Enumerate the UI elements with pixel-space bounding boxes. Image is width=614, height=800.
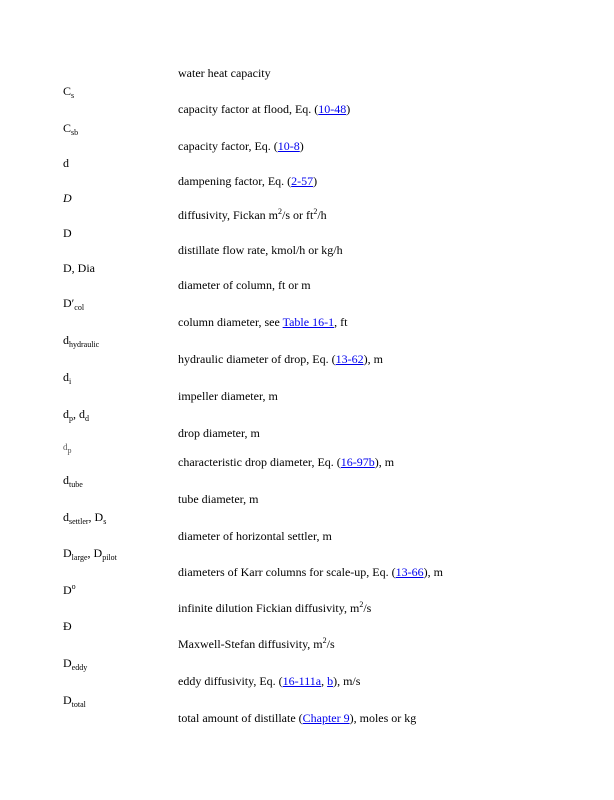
definition-diameter-of-column: diameter of column, ft or m — [178, 278, 311, 292]
definition-capacity-factor-flood: capacity factor at flood, Eq. (10-48) — [178, 102, 351, 116]
definition-water-heat-capacity: water heat capacity — [178, 66, 271, 80]
definition-distillate-flow-rate: distillate flow rate, kmol/h or kg/h — [178, 243, 343, 257]
definition-capacity-factor: capacity factor, Eq. (10-8) — [178, 139, 304, 153]
link-chapter-9[interactable]: Chapter 9 — [302, 711, 350, 725]
link-eq-13-66[interactable]: 13-66 — [395, 565, 424, 579]
symbol-dp-dd: $d_p$, $d_d$ — [63, 407, 89, 423]
symbol-d-distillate: D — [63, 226, 72, 240]
definition-drop-diameter: drop diameter, m — [178, 426, 260, 440]
symbol-d-infinite: $D^o$ — [63, 582, 76, 597]
symbol-d-prime-col: $D'_{col}$ — [63, 296, 85, 312]
symbol-d-i: $d_i$ — [63, 370, 72, 386]
definition-infinite-dilution: infinite dilution Fickian diffusivity, $m^2/s$ — [178, 600, 372, 615]
symbol-d-settler: $d_{settler}$, $D_s$ — [63, 510, 107, 526]
definition-maxwell-stefan: Maxwell-Stefan diffusivity, $m^2/s$ — [178, 636, 335, 651]
link-eq-10-48[interactable]: 10-48 — [318, 102, 347, 116]
symbol-d-dampening: d — [63, 156, 69, 170]
definition-total-distillate: total amount of distillate (Chapter 9), moles or kg — [178, 711, 417, 725]
link-table-16-1[interactable]: Table 16-1 — [282, 315, 335, 329]
symbol-d-dia: D, Dia — [63, 261, 95, 275]
symbol-maxwell-stefan: Đ — [63, 619, 72, 633]
link-eq-16-97b[interactable]: 16-97b — [340, 455, 375, 469]
symbol-d-tube: $d_{tube}$ — [63, 473, 83, 489]
definition-eddy-diffusivity: eddy diffusivity, Eq. (16-111a, b), m/s — [178, 674, 361, 688]
symbol-d-hydraulic: $d_{hydraulic}$ — [63, 333, 100, 349]
symbol-d-diffusivity: D — [63, 191, 72, 205]
definition-impeller-diameter: impeller diameter, m — [178, 389, 278, 403]
link-eq-2-57[interactable]: 2-57 — [291, 174, 314, 188]
definition-karr-columns: diameters of Karr columns for scale-up, Eq. (13-66), m — [178, 565, 443, 579]
definition-horizontal-settler: diameter of horizontal settler, m — [178, 529, 332, 543]
symbol-d-large-pilot: $D_{large}$, $D_{pilot}$ — [63, 546, 117, 562]
link-eq-16-111b[interactable]: b — [327, 674, 334, 688]
link-eq-13-62[interactable]: 13-62 — [335, 352, 364, 366]
symbol-cs: $C_s$ — [63, 84, 75, 100]
symbol-csb: $C_{sb}$ — [63, 121, 79, 137]
definition-column-diameter: column diameter, see Table 16-1, ft — [178, 315, 348, 329]
symbol-dp-faint: $d_p$ — [63, 442, 72, 455]
definition-dampening-factor: dampening factor, Eq. (2-57) — [178, 174, 318, 188]
symbol-d-eddy: $D_{eddy}$ — [63, 656, 88, 672]
link-eq-10-8[interactable]: 10-8 — [277, 139, 300, 153]
definition-diffusivity-fickan: diffusivity, Fickan $m^2/s$ or $ft^2/h$ — [178, 207, 327, 222]
definition-hydraulic-diameter: hydraulic diameter of drop, Eq. (13-62), m — [178, 352, 383, 366]
definition-tube-diameter: tube diameter, m — [178, 492, 259, 506]
link-eq-16-111a[interactable]: 16-111a — [282, 674, 322, 688]
symbol-d-total: $D_{total}$ — [63, 693, 86, 709]
definition-characteristic-drop-diameter: characteristic drop diameter, Eq. (16-97b), m — [178, 455, 395, 469]
